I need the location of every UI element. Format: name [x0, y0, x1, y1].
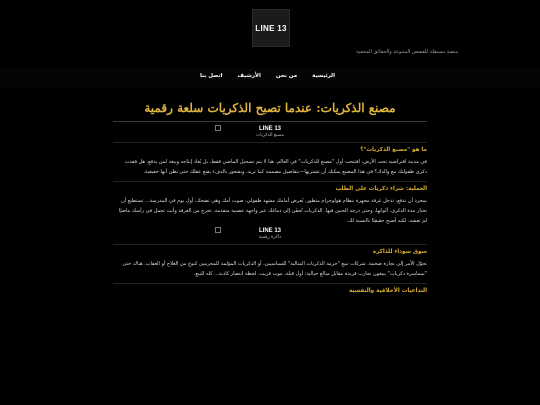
article-inline-image [217, 228, 324, 240]
nav-item-archive[interactable]: الأرشيف [237, 73, 261, 79]
section-heading: التداعيات الأخلاقية والنفسية [348, 288, 427, 294]
section-heading: العملية: شراء ذكريات على الطلب [335, 186, 427, 192]
broken-image-icon [215, 125, 221, 131]
section-paragraph: بمجرد أن تدفع، تدخل غرفة مجهزة بنظام هولوجرام متطور. يُعرض أمامك مشهد طفولي، صوت أمك وهي تضحك، أول يوم في المدرسة... تستطيع أن تختار مدة الذكرى، ألوانها، وحتى درجة الحنين فيها. الذكريات تُحقَن إلى دماغك عبر واجهة عصبية متقدمة. تخرج من الغرفة وأنت تحمل في رأسك ماضيًا لم تعشه، لكنه أصبح حقيقيًا بالنسبة لك. [118, 198, 427, 224]
section-divider [113, 142, 427, 143]
banner-caption: مصنع الذكريات [256, 133, 284, 138]
logo-text: LINE 13 [255, 23, 287, 33]
banner-title: LINE 13 [258, 126, 281, 132]
broken-image-icon [215, 227, 221, 233]
site-header [0, 0, 540, 62]
site-logo[interactable] [252, 9, 290, 47]
section-paragraph: في مدينة افتراضية تحت الأرض، افتتحت أول "مصنع للذكريات" في العالم. هنا لا يتم تسجيل الماضي فقط، بل يُعاد إنتاجه وبيعه لمن يدفع. هل فقدت ذكرى طفولتك مع والدك؟ في هذا المصنع يمكنك أن تشتريها—بتفاصيل مصممة كما تريد، وبشعور بالدفء يقنع عقلك حتى تظن أنها حقيقية. [124, 159, 427, 175]
nav-item-home[interactable]: الرئيسية [312, 73, 335, 79]
section-heading: سوق سوداء للذاكرة [372, 249, 427, 255]
section-paragraph: تحوّل الأمر إلى تجارة ضخمة. شركات تبيع "حزمة الذكريات المثالية" للسياسيين، أو الذكريات المؤلمة للمجرمين كنوع من العلاج أو العقاب. هناك حتى "سماسرة ذكريات" يبيعون تجارب فريدة مقابل مبالغ خيالية: أول قبلة، موت قريب، لحظة انتصار كاذبة... كله للبيع. [122, 261, 427, 277]
section-divider [113, 181, 427, 182]
nav-item-about[interactable]: من نحن [275, 73, 298, 79]
banner-title: LINE 13 [258, 228, 281, 234]
site-tagline: منصة مستقلة للقصص المتنوعة والحقائق المخفية [356, 49, 458, 55]
article-content [113, 93, 427, 405]
section-heading: ما هو "مصنع الذكريات"؟ [360, 147, 427, 153]
nav-item-contact[interactable]: اتصل بنا [199, 73, 223, 79]
main-navigation [0, 68, 540, 88]
section-divider [113, 283, 427, 284]
banner-caption: ذاكرة رقمية [258, 235, 282, 240]
article-title: مصنع الذكريات: عندما تصبح الذكريات سلعة رقمية [144, 101, 396, 115]
section-divider [113, 244, 427, 245]
article-banner-image [217, 126, 324, 138]
title-divider [113, 121, 427, 122]
